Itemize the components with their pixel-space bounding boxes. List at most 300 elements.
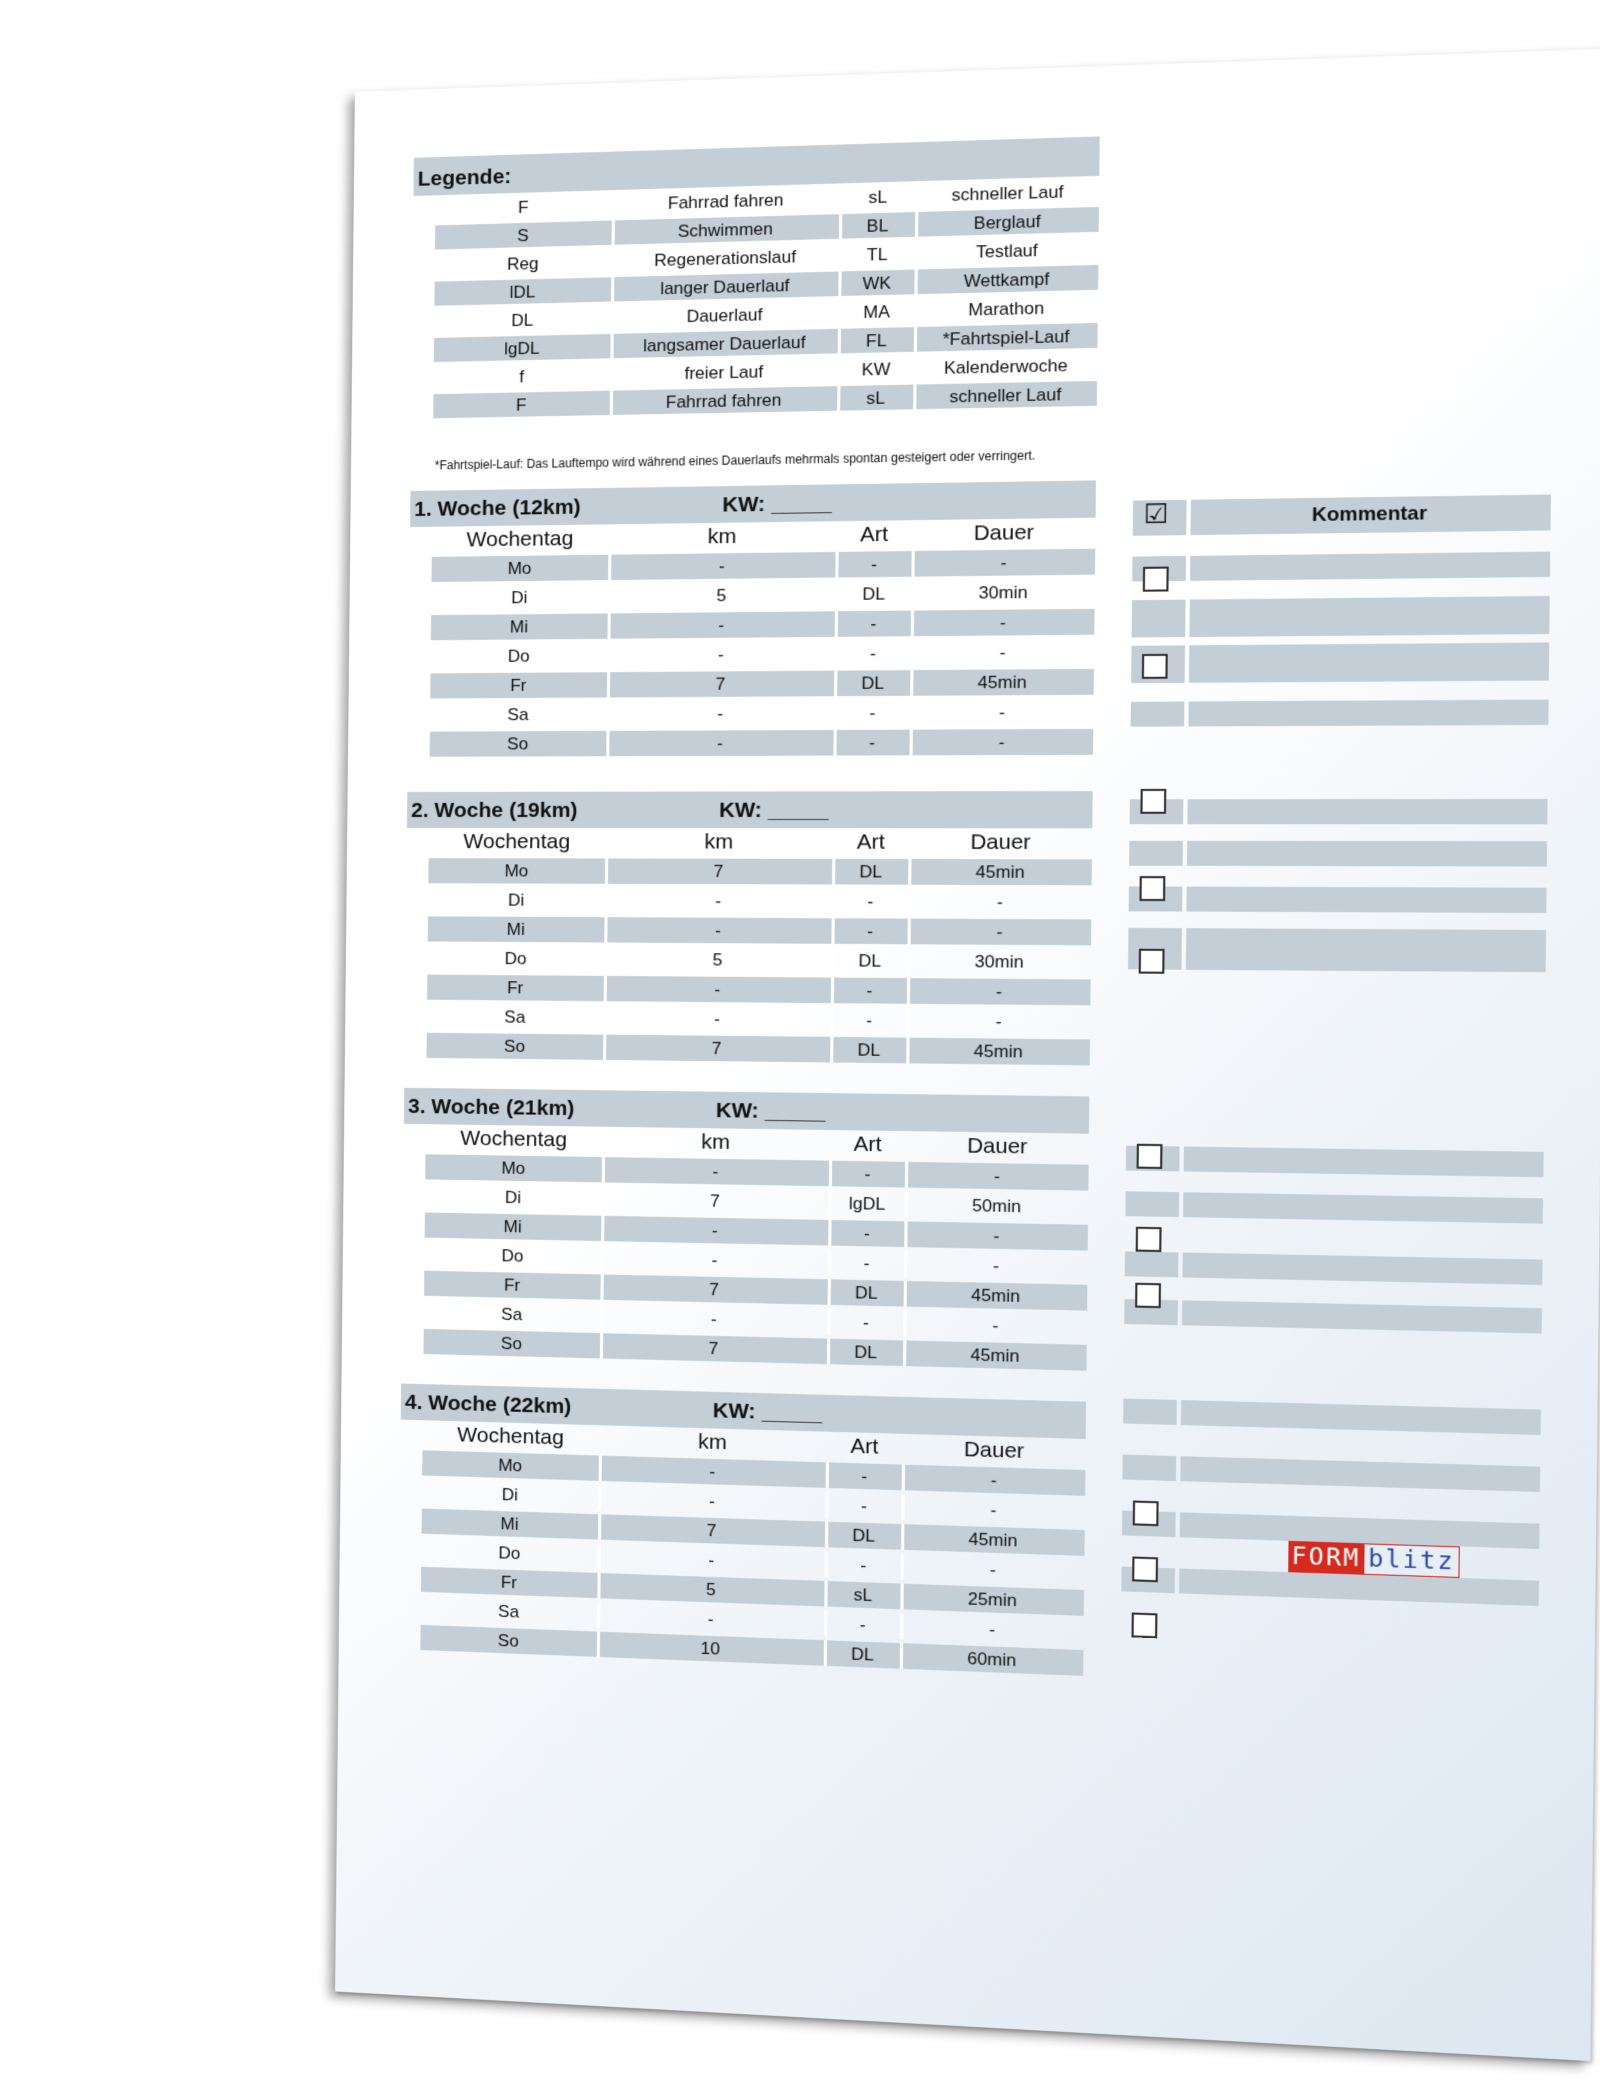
column-separator xyxy=(834,671,837,697)
column-separator xyxy=(833,730,836,756)
logo-part-blitz: blitz xyxy=(1364,1543,1460,1578)
cell-day[interactable]: So xyxy=(503,1036,526,1057)
cell-day[interactable]: Mi xyxy=(506,919,525,940)
column-separator xyxy=(832,859,835,885)
legend-separator xyxy=(611,249,614,273)
cell-km[interactable]: 5 xyxy=(712,950,723,970)
cell-km[interactable]: 7 xyxy=(713,861,724,882)
cell-day[interactable]: Di xyxy=(511,588,528,608)
comment-field[interactable] xyxy=(1189,655,1549,683)
column-separator xyxy=(824,1611,827,1637)
comment-field[interactable] xyxy=(1186,945,1546,972)
column-header-type: Art xyxy=(856,830,886,854)
legend-separator xyxy=(837,357,840,382)
legend-separator xyxy=(612,192,615,216)
column-separator xyxy=(608,584,611,609)
legend-cell-name: Fahrrad fahren xyxy=(667,190,784,213)
cell-duration[interactable]: - xyxy=(993,1226,1000,1246)
cell-km[interactable]: 7 xyxy=(706,1520,717,1541)
legend-separator xyxy=(610,334,613,358)
cell-type[interactable]: - xyxy=(863,1253,870,1273)
document-page xyxy=(335,48,1600,2061)
column-separator xyxy=(901,1524,904,1550)
column-separator xyxy=(607,672,610,697)
cell-day[interactable]: So xyxy=(507,734,529,754)
legend-separator xyxy=(610,362,613,386)
legend-separator xyxy=(612,220,615,244)
legend-separator xyxy=(913,385,916,410)
column-separator xyxy=(827,1309,830,1335)
cell-duration[interactable]: 45min xyxy=(973,1041,1023,1062)
cell-km[interactable]: - xyxy=(709,1461,716,1482)
column-separator xyxy=(832,889,835,915)
legend-separator xyxy=(915,241,918,266)
column-separator xyxy=(598,1544,601,1569)
cell-day[interactable]: Sa xyxy=(498,1601,520,1622)
cell-duration[interactable]: - xyxy=(992,1315,999,1336)
legend-separator xyxy=(839,214,842,239)
cell-day[interactable]: Fr xyxy=(506,978,524,998)
cell-type[interactable]: - xyxy=(860,1496,867,1516)
column-separator xyxy=(824,1640,827,1666)
legend-cell-abbr2: BL xyxy=(866,215,889,236)
cell-km[interactable]: - xyxy=(717,703,724,724)
cell-type[interactable]: lgDL xyxy=(848,1193,886,1214)
done-checkbox[interactable] xyxy=(1132,1612,1158,1638)
cell-duration[interactable]: - xyxy=(1000,552,1007,573)
cell-day[interactable]: Mo xyxy=(501,1158,526,1179)
legend-cell-name: freier Lauf xyxy=(684,362,764,384)
cell-day[interactable]: Do xyxy=(498,1543,521,1564)
legend-separator xyxy=(611,277,614,301)
column-separator xyxy=(910,700,913,726)
cell-km[interactable]: - xyxy=(714,920,721,941)
cell-km[interactable]: 10 xyxy=(700,1638,721,1659)
logo-part-form: FORM xyxy=(1288,1541,1364,1575)
cell-day[interactable]: Fr xyxy=(503,1275,521,1295)
legend-cell-abbr: Reg xyxy=(506,253,539,274)
column-separator xyxy=(828,1250,831,1276)
column-separator xyxy=(901,1554,904,1580)
legend-cell-abbr2: TL xyxy=(866,244,888,265)
cell-duration[interactable]: 45min xyxy=(975,862,1025,882)
cell-km[interactable]: - xyxy=(718,615,725,635)
done-checkbox[interactable] xyxy=(1135,1283,1161,1308)
comments-container xyxy=(355,48,1600,91)
done-checkbox[interactable] xyxy=(1133,1500,1159,1526)
column-separator xyxy=(601,1245,604,1270)
cell-type[interactable]: - xyxy=(861,1466,868,1487)
cell-type[interactable]: - xyxy=(860,1555,867,1576)
legend-separator xyxy=(838,329,841,354)
column-separator xyxy=(605,858,608,883)
column-separator xyxy=(603,1035,606,1060)
column-separator xyxy=(827,1339,830,1365)
cell-type[interactable]: sL xyxy=(853,1585,873,1606)
column-separator xyxy=(602,1157,605,1182)
comment-field[interactable] xyxy=(1189,609,1549,637)
comment-check-cell xyxy=(1125,1251,1179,1277)
comment-check-cell xyxy=(1132,612,1186,637)
cell-day[interactable]: Sa xyxy=(501,1304,523,1325)
column-separator xyxy=(604,976,607,1001)
cell-km[interactable]: - xyxy=(711,1220,718,1241)
done-checkbox[interactable] xyxy=(1142,654,1168,679)
cell-km[interactable]: 7 xyxy=(715,674,726,694)
legend-separator xyxy=(915,183,918,208)
cell-duration[interactable]: - xyxy=(999,612,1006,633)
column-separator xyxy=(831,918,834,944)
cell-duration[interactable]: 50min xyxy=(972,1195,1022,1217)
cell-km[interactable]: - xyxy=(708,1491,715,1511)
legend-separator xyxy=(611,306,614,330)
column-separator xyxy=(902,1465,905,1491)
column-separator xyxy=(834,641,837,667)
cell-day[interactable]: Do xyxy=(501,1246,524,1266)
column-header-duration: Dauer xyxy=(970,830,1031,855)
cell-type[interactable]: - xyxy=(869,703,876,723)
cell-duration[interactable]: 45min xyxy=(970,1345,1020,1366)
column-separator xyxy=(600,1333,603,1358)
legend-cell-name: langer Dauerlauf xyxy=(660,275,790,299)
legend-cell-name2: Wettkampf xyxy=(963,269,1050,291)
cell-day[interactable]: So xyxy=(500,1333,523,1354)
cell-km[interactable]: - xyxy=(710,1309,717,1329)
legend-cell-abbr2: sL xyxy=(866,388,886,409)
cell-type[interactable]: - xyxy=(867,891,874,912)
legend-separator xyxy=(914,298,917,323)
legend-separator xyxy=(839,185,842,210)
column-separator xyxy=(601,1216,604,1241)
done-checkbox[interactable] xyxy=(1140,789,1166,814)
cell-km[interactable]: 5 xyxy=(705,1579,716,1600)
cell-duration[interactable]: 60min xyxy=(967,1648,1017,1671)
column-separator xyxy=(606,731,609,756)
cell-day[interactable]: Fr xyxy=(500,1572,518,1593)
cell-km[interactable]: 7 xyxy=(708,1338,719,1359)
column-separator xyxy=(603,1005,606,1030)
legend-separator xyxy=(913,356,916,381)
cell-duration[interactable]: - xyxy=(996,892,1003,912)
legend-cell-abbr: lgDL xyxy=(504,338,540,359)
cell-day[interactable]: Sa xyxy=(507,705,529,725)
cell-km[interactable]: - xyxy=(713,1009,720,1029)
legend-cell-name: Regenerationslauf xyxy=(654,247,797,271)
column-separator xyxy=(911,551,914,577)
column-separator xyxy=(604,917,607,942)
column-separator xyxy=(905,1162,908,1188)
cell-duration[interactable]: - xyxy=(990,1500,997,1520)
comment-field[interactable] xyxy=(1182,1300,1542,1333)
column-separator xyxy=(904,1221,907,1247)
comment-field[interactable] xyxy=(1180,1456,1540,1492)
comment-check-cell xyxy=(1125,1191,1179,1217)
kw-field[interactable]: KW: _____ xyxy=(712,1398,823,1426)
column-separator xyxy=(835,552,838,578)
column-separator xyxy=(600,1274,603,1299)
cell-type[interactable]: DL xyxy=(859,862,883,882)
cell-km[interactable]: 7 xyxy=(710,1191,720,1211)
legend-cell-name: Dauerlauf xyxy=(686,305,763,327)
column-separator xyxy=(910,670,913,696)
cell-type[interactable]: - xyxy=(863,1223,870,1244)
cell-day[interactable]: Fr xyxy=(510,675,527,696)
column-separator xyxy=(607,702,610,727)
column-header-km: km xyxy=(704,830,734,854)
cell-duration[interactable]: - xyxy=(995,1011,1002,1032)
column-separator xyxy=(834,700,837,726)
week-title: 3. Woche (21km) xyxy=(407,1094,575,1121)
cell-duration[interactable]: 30min xyxy=(978,582,1028,603)
cell-type[interactable]: - xyxy=(865,1010,873,1031)
cell-type[interactable]: - xyxy=(862,1312,869,1333)
cell-type[interactable]: DL xyxy=(850,1644,874,1665)
column-separator xyxy=(597,1632,600,1657)
column-separator xyxy=(608,555,611,580)
cell-km[interactable]: 5 xyxy=(716,585,727,606)
cell-km[interactable]: - xyxy=(718,556,725,576)
cell-type[interactable]: DL xyxy=(861,673,885,693)
legend-cell-abbr2: sL xyxy=(868,187,888,208)
kw-field[interactable]: KW: _____ xyxy=(722,491,832,517)
column-separator xyxy=(825,1492,828,1518)
cell-day[interactable]: Mo xyxy=(498,1455,523,1476)
cell-day[interactable]: Di xyxy=(504,1187,522,1208)
cell-day[interactable]: Do xyxy=(507,646,530,666)
cell-type[interactable]: DL xyxy=(852,1525,875,1546)
legend-cell-name2: Berglauf xyxy=(973,211,1041,234)
done-checkbox[interactable] xyxy=(1136,1227,1162,1252)
cell-type[interactable]: - xyxy=(859,1614,866,1635)
column-separator xyxy=(601,1186,604,1211)
comment-field[interactable] xyxy=(1182,1253,1542,1285)
cell-km[interactable]: 7 xyxy=(711,1038,722,1059)
comment-field[interactable] xyxy=(1186,887,1546,913)
cell-day[interactable]: Di xyxy=(501,1484,519,1505)
cell-day[interactable]: So xyxy=(497,1630,519,1651)
cell-type[interactable]: - xyxy=(864,1164,871,1184)
cell-duration[interactable]: - xyxy=(990,1470,997,1491)
cell-type[interactable]: DL xyxy=(858,951,882,971)
cell-km[interactable]: - xyxy=(714,979,721,1000)
column-header-day: Wochentag xyxy=(466,526,574,552)
kw-field[interactable]: KW: _____ xyxy=(715,1098,826,1124)
column-header-type: Art xyxy=(850,1434,879,1459)
cell-day[interactable]: Mi xyxy=(509,617,529,637)
check-header-icon: ☑ xyxy=(1143,497,1169,530)
cell-day[interactable]: Do xyxy=(504,948,527,969)
cell-type[interactable]: - xyxy=(866,921,874,941)
column-header-day: Wochentag xyxy=(457,1423,565,1450)
column-header-duration: Dauer xyxy=(966,1134,1028,1159)
cell-day[interactable]: Di xyxy=(507,890,525,910)
cell-km[interactable]: - xyxy=(716,733,723,753)
done-checkbox[interactable] xyxy=(1132,1556,1158,1582)
column-separator xyxy=(828,1190,831,1216)
cell-km[interactable]: - xyxy=(712,1161,719,1182)
column-separator xyxy=(597,1573,600,1598)
cell-duration[interactable]: - xyxy=(998,732,1005,752)
column-separator xyxy=(907,948,910,974)
cell-duration[interactable]: 45min xyxy=(968,1529,1018,1551)
cell-km[interactable]: - xyxy=(707,1609,714,1629)
column-separator xyxy=(903,1311,906,1337)
cell-type[interactable]: - xyxy=(866,980,873,1001)
week-title: 4. Woche (22km) xyxy=(404,1390,572,1419)
cell-type[interactable]: DL xyxy=(854,1342,877,1363)
legend-cell-abbr2: KW xyxy=(861,359,891,380)
cell-duration[interactable]: - xyxy=(999,642,1006,663)
column-separator xyxy=(905,1192,908,1218)
column-separator xyxy=(835,611,838,637)
legend-separator xyxy=(610,391,613,415)
cell-type[interactable]: - xyxy=(868,732,876,753)
comment-check-cell xyxy=(1131,702,1185,727)
column-separator xyxy=(908,859,911,885)
cell-duration[interactable]: - xyxy=(996,922,1003,942)
cell-type[interactable]: DL xyxy=(854,1282,878,1303)
done-checkbox[interactable] xyxy=(1139,876,1165,901)
column-separator xyxy=(906,1038,909,1064)
legend-cell-abbr: f xyxy=(519,367,525,387)
legend-separator xyxy=(839,243,842,268)
column-separator xyxy=(901,1494,904,1520)
comment-field[interactable] xyxy=(1187,799,1547,824)
cell-type[interactable]: - xyxy=(870,554,877,575)
legend-cell-abbr2: FL xyxy=(865,330,887,351)
column-separator xyxy=(907,919,910,945)
legend-cell-name2: Testlauf xyxy=(975,240,1038,262)
cell-day[interactable]: Sa xyxy=(504,1007,526,1027)
comment-field[interactable] xyxy=(1184,1147,1544,1178)
cell-day[interactable]: Mo xyxy=(504,861,529,881)
cell-duration[interactable]: - xyxy=(995,981,1002,1002)
column-header-day: Wochentag xyxy=(460,1126,568,1152)
comment-field[interactable] xyxy=(1190,552,1550,581)
cell-type[interactable]: DL xyxy=(862,584,886,604)
legend-separator xyxy=(915,212,918,237)
week-title: 1. Woche (12km) xyxy=(414,495,581,522)
formblitz-logo xyxy=(1288,1543,1459,1576)
legend-separator xyxy=(914,269,917,294)
column-separator xyxy=(600,1304,603,1329)
legend-cell-name: Schwimmen xyxy=(677,219,774,242)
legend-cell-name2: *Fahrtspiel-Lauf xyxy=(942,326,1070,350)
cell-duration[interactable]: - xyxy=(998,702,1005,723)
legend-separator xyxy=(837,386,840,411)
cell-km[interactable]: 7 xyxy=(709,1279,720,1300)
cell-km[interactable]: - xyxy=(715,891,722,911)
column-separator xyxy=(830,1037,833,1063)
legend-separator xyxy=(914,327,917,352)
cell-duration[interactable]: 30min xyxy=(974,951,1024,972)
week-title: 2. Woche (19km) xyxy=(411,798,578,823)
cell-type[interactable]: - xyxy=(869,643,877,664)
kw-field[interactable]: KW: _____ xyxy=(719,798,829,823)
done-checkbox[interactable] xyxy=(1137,1144,1163,1169)
column-separator xyxy=(904,1281,907,1307)
column-separator xyxy=(907,1008,910,1034)
done-checkbox[interactable] xyxy=(1143,567,1169,592)
column-separator xyxy=(825,1522,828,1548)
column-separator xyxy=(909,730,912,756)
column-separator xyxy=(597,1602,600,1627)
comment-field[interactable] xyxy=(1188,700,1548,727)
cell-km[interactable]: - xyxy=(717,644,724,665)
column-header-type: Art xyxy=(853,1132,882,1157)
column-separator xyxy=(607,643,610,668)
column-header-type: Art xyxy=(860,522,889,547)
column-separator xyxy=(907,978,910,1004)
comment-field[interactable] xyxy=(1181,1400,1541,1435)
cell-duration[interactable]: 25min xyxy=(967,1589,1017,1611)
legend-cell-name2: Marathon xyxy=(968,298,1045,320)
comment-check-cell xyxy=(1129,841,1183,866)
cell-km[interactable]: - xyxy=(708,1550,715,1570)
cell-day[interactable]: Mo xyxy=(507,558,532,579)
legend-cell-abbr: F xyxy=(517,197,529,218)
column-separator xyxy=(903,1340,906,1366)
legend-cell-abbr: S xyxy=(517,225,529,246)
legend-separator xyxy=(838,271,841,296)
cell-day[interactable]: Mi xyxy=(500,1514,519,1534)
column-header-km: km xyxy=(701,1130,731,1154)
legend-cell-name2: schneller Lauf xyxy=(949,384,1062,407)
column-separator xyxy=(599,1456,602,1481)
column-separator xyxy=(904,1251,907,1277)
column-separator xyxy=(605,888,608,913)
column-separator xyxy=(607,613,610,638)
cell-duration[interactable]: - xyxy=(988,1619,996,1640)
legend-cell-abbr: F xyxy=(515,395,527,415)
legend-footnote: *Fahrtspiel-Lauf: Das Lauftempo wird während eines Dauerlaufs mehrmals spontan gesteigert oder verringert. xyxy=(434,448,1036,473)
column-separator xyxy=(829,1161,832,1187)
comment-check-cell xyxy=(1123,1455,1177,1481)
cell-duration[interactable]: - xyxy=(992,1256,1000,1276)
comment-field[interactable] xyxy=(1183,1192,1543,1223)
column-separator xyxy=(900,1613,903,1639)
comment-header: Kommentar xyxy=(1311,502,1428,527)
comment-check-cell xyxy=(1123,1399,1177,1425)
column-separator xyxy=(828,1279,831,1305)
cell-type[interactable]: DL xyxy=(857,1040,881,1060)
column-separator xyxy=(911,581,914,607)
cell-duration[interactable]: - xyxy=(989,1559,996,1580)
comment-field[interactable] xyxy=(1187,841,1547,867)
column-separator xyxy=(828,1220,831,1246)
legend-cell-name2: Kalenderwoche xyxy=(943,355,1068,378)
column-separator xyxy=(900,1584,903,1610)
done-checkbox[interactable] xyxy=(1139,949,1165,974)
column-separator xyxy=(826,1462,829,1488)
cell-duration[interactable]: 45min xyxy=(971,1285,1021,1307)
cell-km[interactable]: - xyxy=(711,1250,718,1270)
column-separator xyxy=(604,947,607,972)
column-header-duration: Dauer xyxy=(963,1437,1025,1464)
cell-type[interactable]: - xyxy=(870,613,877,634)
column-separator xyxy=(824,1581,827,1607)
cell-duration[interactable]: 45min xyxy=(977,672,1027,693)
column-separator xyxy=(835,582,838,608)
column-separator xyxy=(598,1514,601,1539)
column-separator xyxy=(825,1551,828,1577)
legend-cell-name: Fahrrad fahren xyxy=(665,390,782,412)
cell-day[interactable]: Mi xyxy=(503,1216,522,1237)
legend-cell-abbr: DL xyxy=(511,310,534,331)
column-separator xyxy=(830,1007,833,1033)
cell-duration[interactable]: - xyxy=(993,1166,1000,1187)
column-separator xyxy=(910,640,913,666)
